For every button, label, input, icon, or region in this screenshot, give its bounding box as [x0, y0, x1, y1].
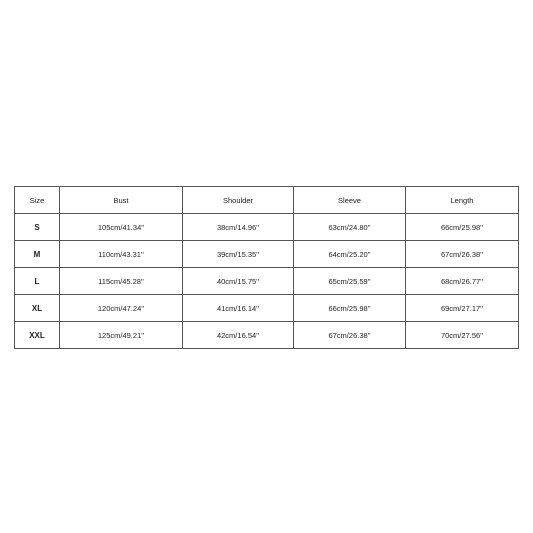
- length-cell: 70cm/27.56'': [406, 322, 519, 349]
- bust-cell: 105cm/41.34'': [60, 214, 183, 241]
- header-bust: Bust: [60, 187, 183, 214]
- shoulder-cell: 41cm/16.14'': [183, 295, 294, 322]
- table-row: [15, 295, 519, 322]
- sleeve-cell: 67cm/26.38'': [294, 322, 406, 349]
- header-length: Length: [406, 187, 519, 214]
- size-cell: S: [15, 214, 60, 241]
- header-sleeve: Sleeve: [294, 187, 406, 214]
- table-row: [15, 241, 519, 268]
- shoulder-cell: 38cm/14.96'': [183, 214, 294, 241]
- sleeve-cell: 64cm/25.20'': [294, 241, 406, 268]
- header-shoulder: Shoulder: [183, 187, 294, 214]
- bust-cell: 125cm/49.21'': [60, 322, 183, 349]
- size-chart-table: [14, 186, 519, 349]
- table-row: [15, 214, 519, 241]
- header-size: Size: [15, 187, 60, 214]
- bust-cell: 115cm/45.28'': [60, 268, 183, 295]
- table-row: [15, 322, 519, 349]
- table-row: [15, 268, 519, 295]
- size-cell: XXL: [15, 322, 60, 349]
- shoulder-cell: 40cm/15.75'': [183, 268, 294, 295]
- table-header-row: [15, 187, 519, 214]
- sleeve-cell: 65cm/25.59'': [294, 268, 406, 295]
- bust-cell: 110cm/43.31'': [60, 241, 183, 268]
- shoulder-cell: 39cm/15.35'': [183, 241, 294, 268]
- bust-cell: 120cm/47.24'': [60, 295, 183, 322]
- sleeve-cell: 63cm/24.80'': [294, 214, 406, 241]
- length-cell: 68cm/26.77'': [406, 268, 519, 295]
- sleeve-cell: 66cm/25.98'': [294, 295, 406, 322]
- size-cell: M: [15, 241, 60, 268]
- shoulder-cell: 42cm/16.54'': [183, 322, 294, 349]
- size-cell: L: [15, 268, 60, 295]
- length-cell: 69cm/27.17'': [406, 295, 519, 322]
- length-cell: 67cm/26.38'': [406, 241, 519, 268]
- length-cell: 66cm/25.98'': [406, 214, 519, 241]
- size-cell: XL: [15, 295, 60, 322]
